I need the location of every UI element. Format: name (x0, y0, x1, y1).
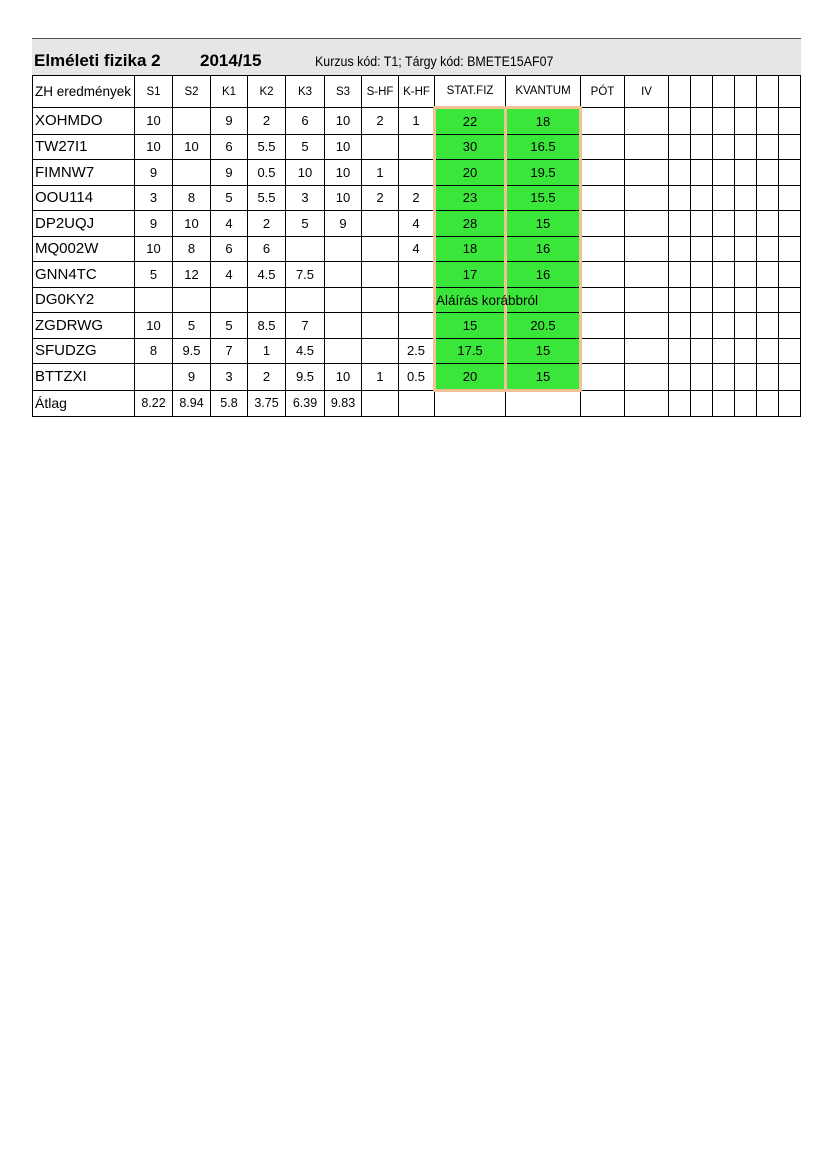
score-cell (735, 160, 757, 186)
score-cell (581, 364, 625, 391)
score-cell: 2 (399, 185, 435, 211)
stat-fiz-score: 28 (435, 211, 506, 237)
score-cell (691, 134, 713, 160)
student-code: BTTZXI (33, 364, 135, 391)
score-cell (581, 160, 625, 186)
score-cell: 9.5 (286, 364, 325, 391)
score-cell (735, 364, 757, 391)
student-code: GNN4TC (33, 262, 135, 288)
score-cell: 4.5 (286, 338, 325, 364)
column-header: K1 (211, 76, 248, 108)
score-cell (625, 108, 669, 135)
score-cell (691, 364, 713, 391)
score-cell: 8 (173, 236, 211, 262)
score-cell (735, 338, 757, 364)
signature-note: Aláírás korábbról (436, 292, 539, 308)
stat-fiz-score: 23 (435, 185, 506, 211)
column-header (669, 76, 691, 108)
score-cell: 4.5 (248, 262, 286, 288)
score-cell (735, 287, 757, 313)
score-cell (362, 236, 399, 262)
student-code: OOU114 (33, 185, 135, 211)
score-cell: 4 (211, 211, 248, 237)
student-row (33, 364, 801, 391)
score-cell (581, 134, 625, 160)
score-cell (325, 313, 362, 339)
score-cell: 10 (173, 211, 211, 237)
score-cell (669, 236, 691, 262)
kvantum-score: 15 (506, 338, 581, 364)
score-cell (362, 211, 399, 237)
score-cell (248, 287, 286, 313)
score-cell (581, 108, 625, 135)
score-cell: 7 (286, 313, 325, 339)
score-cell (669, 211, 691, 237)
score-cell (713, 338, 735, 364)
kvantum-score: 15 (506, 211, 581, 237)
score-cell (625, 236, 669, 262)
score-cell: 4 (399, 211, 435, 237)
score-cell: 2 (248, 211, 286, 237)
average-cell (625, 390, 669, 417)
score-cell (625, 185, 669, 211)
score-cell (713, 313, 735, 339)
score-cell (691, 108, 713, 135)
score-cell: 8 (173, 185, 211, 211)
score-cell (669, 364, 691, 391)
score-cell (713, 160, 735, 186)
score-cell: 10 (173, 134, 211, 160)
average-cell: 3.75 (248, 390, 286, 417)
score-cell (779, 262, 801, 288)
header-row (33, 76, 801, 108)
stat-fiz-score: 17 (435, 262, 506, 288)
score-cell (399, 134, 435, 160)
score-cell (757, 287, 779, 313)
score-cell (625, 338, 669, 364)
score-cell: 0.5 (248, 160, 286, 186)
score-cell (325, 338, 362, 364)
score-cell: 10 (135, 134, 173, 160)
score-cell: 2 (248, 108, 286, 135)
score-cell: 2 (362, 108, 399, 135)
score-cell: 3 (286, 185, 325, 211)
student-code: SFUDZG (33, 338, 135, 364)
score-cell (713, 287, 735, 313)
stat-fiz-score: 15 (435, 313, 506, 339)
score-cell (669, 338, 691, 364)
score-cell (713, 211, 735, 237)
column-header (757, 76, 779, 108)
score-cell (779, 364, 801, 391)
student-row (33, 313, 801, 339)
stat-fiz-score: 22 (435, 108, 506, 135)
score-cell (691, 338, 713, 364)
score-cell: 10 (325, 160, 362, 186)
score-cell (735, 211, 757, 237)
stat-fiz-score: 30 (435, 134, 506, 160)
column-header: K-HF (399, 76, 435, 108)
column-header: KVANTUM (506, 76, 581, 108)
score-cell: 5 (173, 313, 211, 339)
column-header (735, 76, 757, 108)
score-cell (713, 364, 735, 391)
score-cell (669, 262, 691, 288)
course-title: Elméleti fizika 2 (34, 51, 161, 70)
score-cell: 5 (286, 134, 325, 160)
kvantum-score: 16.5 (506, 134, 581, 160)
score-cell: 6 (211, 134, 248, 160)
score-cell (211, 287, 248, 313)
score-cell (691, 211, 713, 237)
average-cell (435, 390, 506, 417)
average-cell: 6.39 (286, 390, 325, 417)
student-code: DP2UQJ (33, 211, 135, 237)
score-cell (581, 211, 625, 237)
score-cell: 2 (248, 364, 286, 391)
score-cell (669, 108, 691, 135)
score-cell: 10 (135, 108, 173, 135)
score-cell (757, 364, 779, 391)
score-cell (757, 338, 779, 364)
score-cell (362, 134, 399, 160)
student-row (33, 134, 801, 160)
column-header (691, 76, 713, 108)
score-cell: 9 (325, 211, 362, 237)
student-row (33, 211, 801, 237)
score-cell: 10 (325, 185, 362, 211)
student-row (33, 236, 801, 262)
score-cell (625, 160, 669, 186)
score-cell (581, 338, 625, 364)
score-cell (173, 160, 211, 186)
score-cell (691, 287, 713, 313)
column-header: IV (625, 76, 669, 108)
score-cell (625, 287, 669, 313)
score-cell: 1 (362, 160, 399, 186)
score-cell: 9 (135, 211, 173, 237)
score-cell: 9 (173, 364, 211, 391)
score-cell (779, 338, 801, 364)
score-cell (735, 134, 757, 160)
score-cell (713, 262, 735, 288)
student-code: XOHMDO (33, 108, 135, 135)
score-cell: 9 (211, 108, 248, 135)
score-cell (735, 313, 757, 339)
student-code: MQ002W (33, 236, 135, 262)
score-cell (735, 108, 757, 135)
score-cell (779, 313, 801, 339)
results-table (32, 75, 801, 417)
score-cell: 8.5 (248, 313, 286, 339)
score-cell: 9 (211, 160, 248, 186)
score-cell (779, 211, 801, 237)
average-cell (581, 390, 625, 417)
score-cell: 10 (325, 108, 362, 135)
score-cell (757, 313, 779, 339)
column-header: S-HF (362, 76, 399, 108)
student-code: ZGDRWG (33, 313, 135, 339)
score-cell: 5 (211, 313, 248, 339)
score-cell (757, 185, 779, 211)
score-cell: 5.5 (248, 185, 286, 211)
kvantum-score: 16 (506, 236, 581, 262)
score-cell (581, 236, 625, 262)
score-cell: 1 (248, 338, 286, 364)
score-cell (399, 160, 435, 186)
average-cell (399, 390, 435, 417)
score-cell (779, 134, 801, 160)
score-cell (713, 134, 735, 160)
stat-fiz-score: 20 (435, 160, 506, 186)
score-cell (691, 185, 713, 211)
score-cell: 7.5 (286, 262, 325, 288)
course-codes: Kurzus kód: T1; Tárgy kód: BMETE15AF07 (315, 54, 554, 69)
score-cell: 5 (135, 262, 173, 288)
score-cell (757, 160, 779, 186)
average-cell (691, 390, 713, 417)
student-code: DG0KY2 (33, 287, 135, 313)
score-cell (399, 262, 435, 288)
score-cell (581, 313, 625, 339)
score-cell (779, 108, 801, 135)
column-header (779, 76, 801, 108)
score-cell (735, 262, 757, 288)
score-cell (581, 185, 625, 211)
score-cell (286, 287, 325, 313)
score-cell (713, 108, 735, 135)
column-header: S1 (135, 76, 173, 108)
score-cell (669, 160, 691, 186)
average-cell: 8.94 (173, 390, 211, 417)
score-cell (362, 262, 399, 288)
score-cell (625, 262, 669, 288)
score-cell: 9.5 (173, 338, 211, 364)
score-cell (625, 211, 669, 237)
kvantum-score: 19.5 (506, 160, 581, 186)
score-cell (669, 134, 691, 160)
average-label: Átlag (33, 390, 135, 417)
kvantum-score: 15 (506, 364, 581, 391)
score-cell (757, 236, 779, 262)
score-cell: 10 (135, 236, 173, 262)
score-cell: 3 (135, 185, 173, 211)
title-bar (32, 38, 801, 75)
average-row (33, 390, 801, 417)
results-sheet (32, 38, 801, 417)
score-cell (757, 108, 779, 135)
score-cell (757, 211, 779, 237)
student-code: FIMNW7 (33, 160, 135, 186)
column-header: S3 (325, 76, 362, 108)
score-cell (713, 185, 735, 211)
score-cell (669, 313, 691, 339)
student-row (33, 185, 801, 211)
score-cell: 0.5 (399, 364, 435, 391)
score-cell: 10 (135, 313, 173, 339)
average-cell (757, 390, 779, 417)
score-cell: 9 (135, 160, 173, 186)
score-cell: 10 (286, 160, 325, 186)
score-cell: 5 (286, 211, 325, 237)
student-row (33, 287, 801, 313)
score-cell: 12 (173, 262, 211, 288)
score-cell (779, 236, 801, 262)
stat-fiz-score: 20 (435, 364, 506, 391)
kvantum-score: 18 (506, 108, 581, 135)
stat-fiz-score: 17.5 (435, 338, 506, 364)
score-cell (399, 313, 435, 339)
student-row (33, 160, 801, 186)
score-cell: 3 (211, 364, 248, 391)
score-cell (669, 185, 691, 211)
score-cell (691, 313, 713, 339)
score-cell (691, 262, 713, 288)
score-cell: 2 (362, 185, 399, 211)
column-header: S2 (173, 76, 211, 108)
column-header: K2 (248, 76, 286, 108)
column-header: PÓT (581, 76, 625, 108)
score-cell (581, 262, 625, 288)
student-row (33, 338, 801, 364)
score-cell: 10 (325, 134, 362, 160)
score-cell (625, 364, 669, 391)
score-cell: 6 (248, 236, 286, 262)
score-cell (779, 160, 801, 186)
score-cell: 1 (362, 364, 399, 391)
score-cell (362, 313, 399, 339)
row-header-label: ZH eredmények (33, 76, 135, 108)
score-cell (757, 134, 779, 160)
score-cell (735, 236, 757, 262)
column-header: K3 (286, 76, 325, 108)
score-cell (362, 287, 399, 313)
score-cell: 5 (211, 185, 248, 211)
average-cell: 5.8 (211, 390, 248, 417)
score-cell: 5.5 (248, 134, 286, 160)
average-cell (735, 390, 757, 417)
score-cell (135, 364, 173, 391)
score-cell (779, 287, 801, 313)
score-cell (581, 287, 625, 313)
score-cell (779, 185, 801, 211)
score-cell (173, 108, 211, 135)
average-cell (779, 390, 801, 417)
student-row (33, 262, 801, 288)
student-code: TW27I1 (33, 134, 135, 160)
score-cell (757, 262, 779, 288)
score-cell (713, 236, 735, 262)
score-cell (399, 287, 435, 313)
score-cell: 6 (286, 108, 325, 135)
score-cell (286, 236, 325, 262)
score-cell (691, 160, 713, 186)
score-cell: 8 (135, 338, 173, 364)
student-row (33, 108, 801, 135)
score-cell (735, 185, 757, 211)
column-header (713, 76, 735, 108)
average-cell: 9.83 (325, 390, 362, 417)
score-cell: 6 (211, 236, 248, 262)
score-cell: 10 (325, 364, 362, 391)
column-header: STAT.FIZ (435, 76, 506, 108)
average-cell (713, 390, 735, 417)
academic-year: 2014/15 (200, 51, 262, 70)
score-cell (325, 287, 362, 313)
average-cell (362, 390, 399, 417)
score-cell (625, 313, 669, 339)
stat-fiz-score (435, 287, 539, 313)
kvantum-score: 16 (506, 262, 581, 288)
average-cell (669, 390, 691, 417)
score-cell: 4 (211, 262, 248, 288)
stat-fiz-score: 18 (435, 236, 506, 262)
score-cell (325, 262, 362, 288)
score-cell (669, 287, 691, 313)
score-cell (362, 338, 399, 364)
score-cell (625, 134, 669, 160)
score-cell (325, 236, 362, 262)
score-cell: 4 (399, 236, 435, 262)
kvantum-score: 20.5 (506, 313, 581, 339)
score-cell (173, 287, 211, 313)
score-cell (691, 236, 713, 262)
average-cell: 8.22 (135, 390, 173, 417)
score-cell: 1 (399, 108, 435, 135)
score-cell: 2.5 (399, 338, 435, 364)
average-cell (506, 390, 581, 417)
score-cell (135, 287, 173, 313)
kvantum-score: 15.5 (506, 185, 581, 211)
score-cell: 7 (211, 338, 248, 364)
